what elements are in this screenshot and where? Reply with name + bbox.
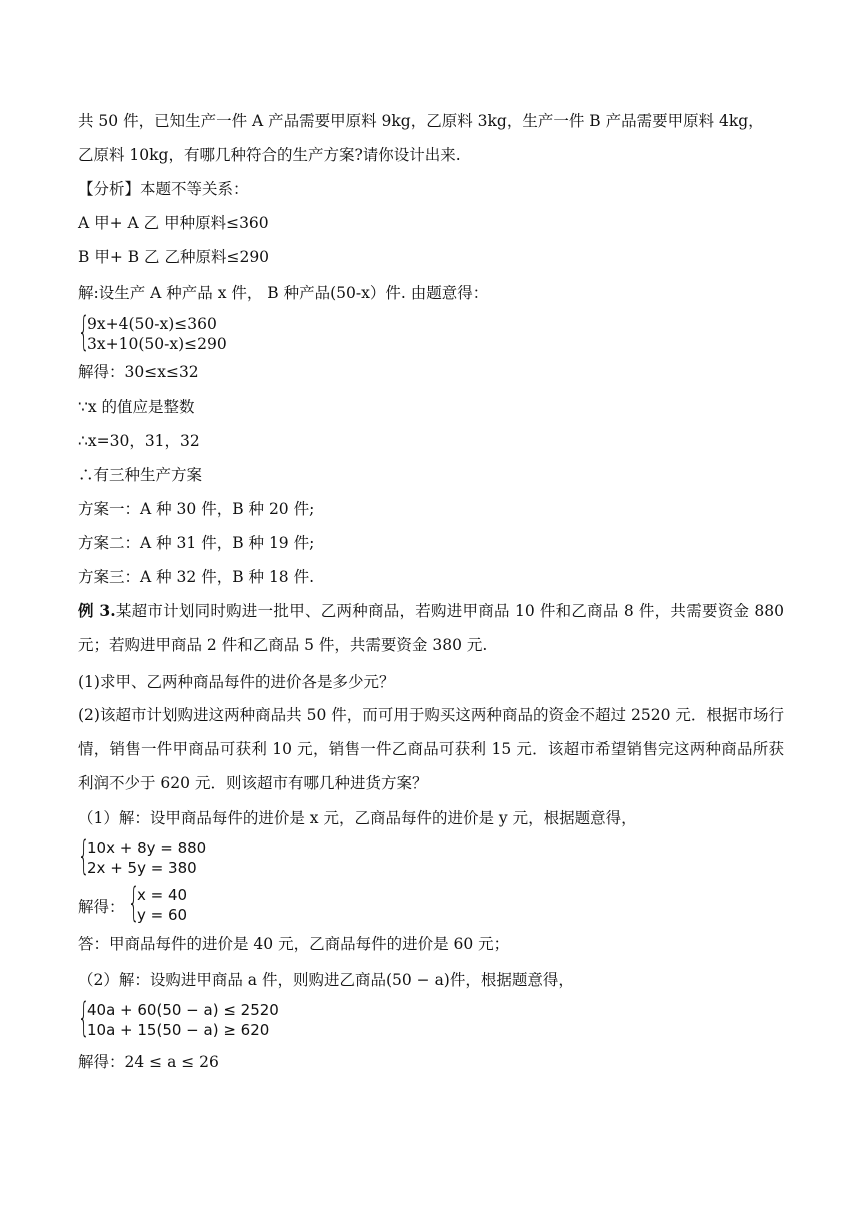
- system-row: y = 60: [137, 906, 188, 924]
- plan-line: 方案三：A 种 32 件，B 种 18 件.: [78, 568, 315, 586]
- system-row: 40a + 60(50 − a) ≤ 2520: [87, 1001, 279, 1019]
- system-row: x = 40: [137, 886, 188, 904]
- system-row: 10a + 15(50 − a) ≥ 620: [87, 1021, 270, 1039]
- analysis-heading: [78, 179, 249, 199]
- example-text: 某超市计划同时购进一批甲、乙两种商品，若购进甲商品 10 件和乙商品 8 件，共需要资金 880 元；若购进甲商品 2 件和乙商品 5 件，共需要资金 380 元.: [78, 602, 784, 654]
- solved-label: 解得：: [78, 898, 125, 916]
- system-brace: {: [128, 880, 140, 926]
- text-line: 乙原料 10kg，有哪几种符合的生产方案?请你设计出来.: [78, 146, 461, 164]
- text-line: ∴有三种生产方案: [78, 466, 203, 484]
- solved-range: 解得：24 ≤ a ≤ 26: [78, 1053, 219, 1071]
- question-2: (2)该超市计划购进这两种商品共 50 件，而可用于购买这两种商品的资金不超过 2520 元．根据市场行情，销售一件甲商品可获利 10 元，销售一件乙商品可获利 15 元．该超市希望销售完这两种商品所获利润不少于 620 元．则该超市有哪几种进货方案？: [78, 706, 784, 792]
- analysis-bracket: 【分析】: [78, 180, 141, 198]
- text-line: 解得：30≤x≤32: [78, 363, 199, 381]
- plan-line: 方案二：A 种 31 件，B 种 19 件;: [78, 534, 315, 552]
- relation-line: B 甲+ B 乙 乙种原料≤290: [78, 248, 270, 266]
- system-brace: {: [78, 995, 90, 1041]
- example-label: 例 3.: [78, 601, 116, 620]
- system-brace: {: [78, 833, 90, 879]
- plan-line: 方案一：A 种 30 件，B 种 20 件;: [78, 500, 315, 518]
- text-line: 共 50 件，已知生产一件 A 产品需要甲原料 9kg，乙原料 3kg，生产一件 B 产品需要甲原料 4kg，: [78, 112, 764, 130]
- example-3-paragraph: [78, 594, 784, 662]
- system-row: 3x+10(50-x)≤290: [87, 335, 227, 353]
- solution-1-intro: （1）解：设甲商品每件的进价是 x 元，乙商品每件的进价是 y 元，根据题意得，: [78, 809, 637, 827]
- text-line: ∴x=30，31，32: [78, 432, 200, 450]
- solution-2-intro: （2）解：设购进甲商品 a 件，则购进乙商品(50 − a)件，根据题意得，: [78, 971, 574, 989]
- system-row: 2x + 5y = 380: [87, 859, 197, 877]
- relation-line: A 甲+ A 乙 甲种原料≤360: [78, 214, 269, 232]
- system-row: 9x+4(50-x)≤360: [87, 315, 217, 333]
- system-row: 10x + 8y = 880: [87, 839, 207, 857]
- analysis-text: 本题不等关系：: [140, 180, 249, 198]
- question-1: (1)求甲、乙两种商品每件的进价各是多少元？: [78, 673, 395, 691]
- answer-1: 答：甲商品每件的进价是 40 元，乙商品每件的进价是 60 元；: [78, 935, 510, 953]
- system-brace: {: [78, 309, 90, 355]
- solution-line: 解:设生产 A 种产品 x 件， B 种产品(50-x）件. 由题意得：: [78, 284, 489, 302]
- text-line: ∵x 的值应是整数: [78, 398, 195, 416]
